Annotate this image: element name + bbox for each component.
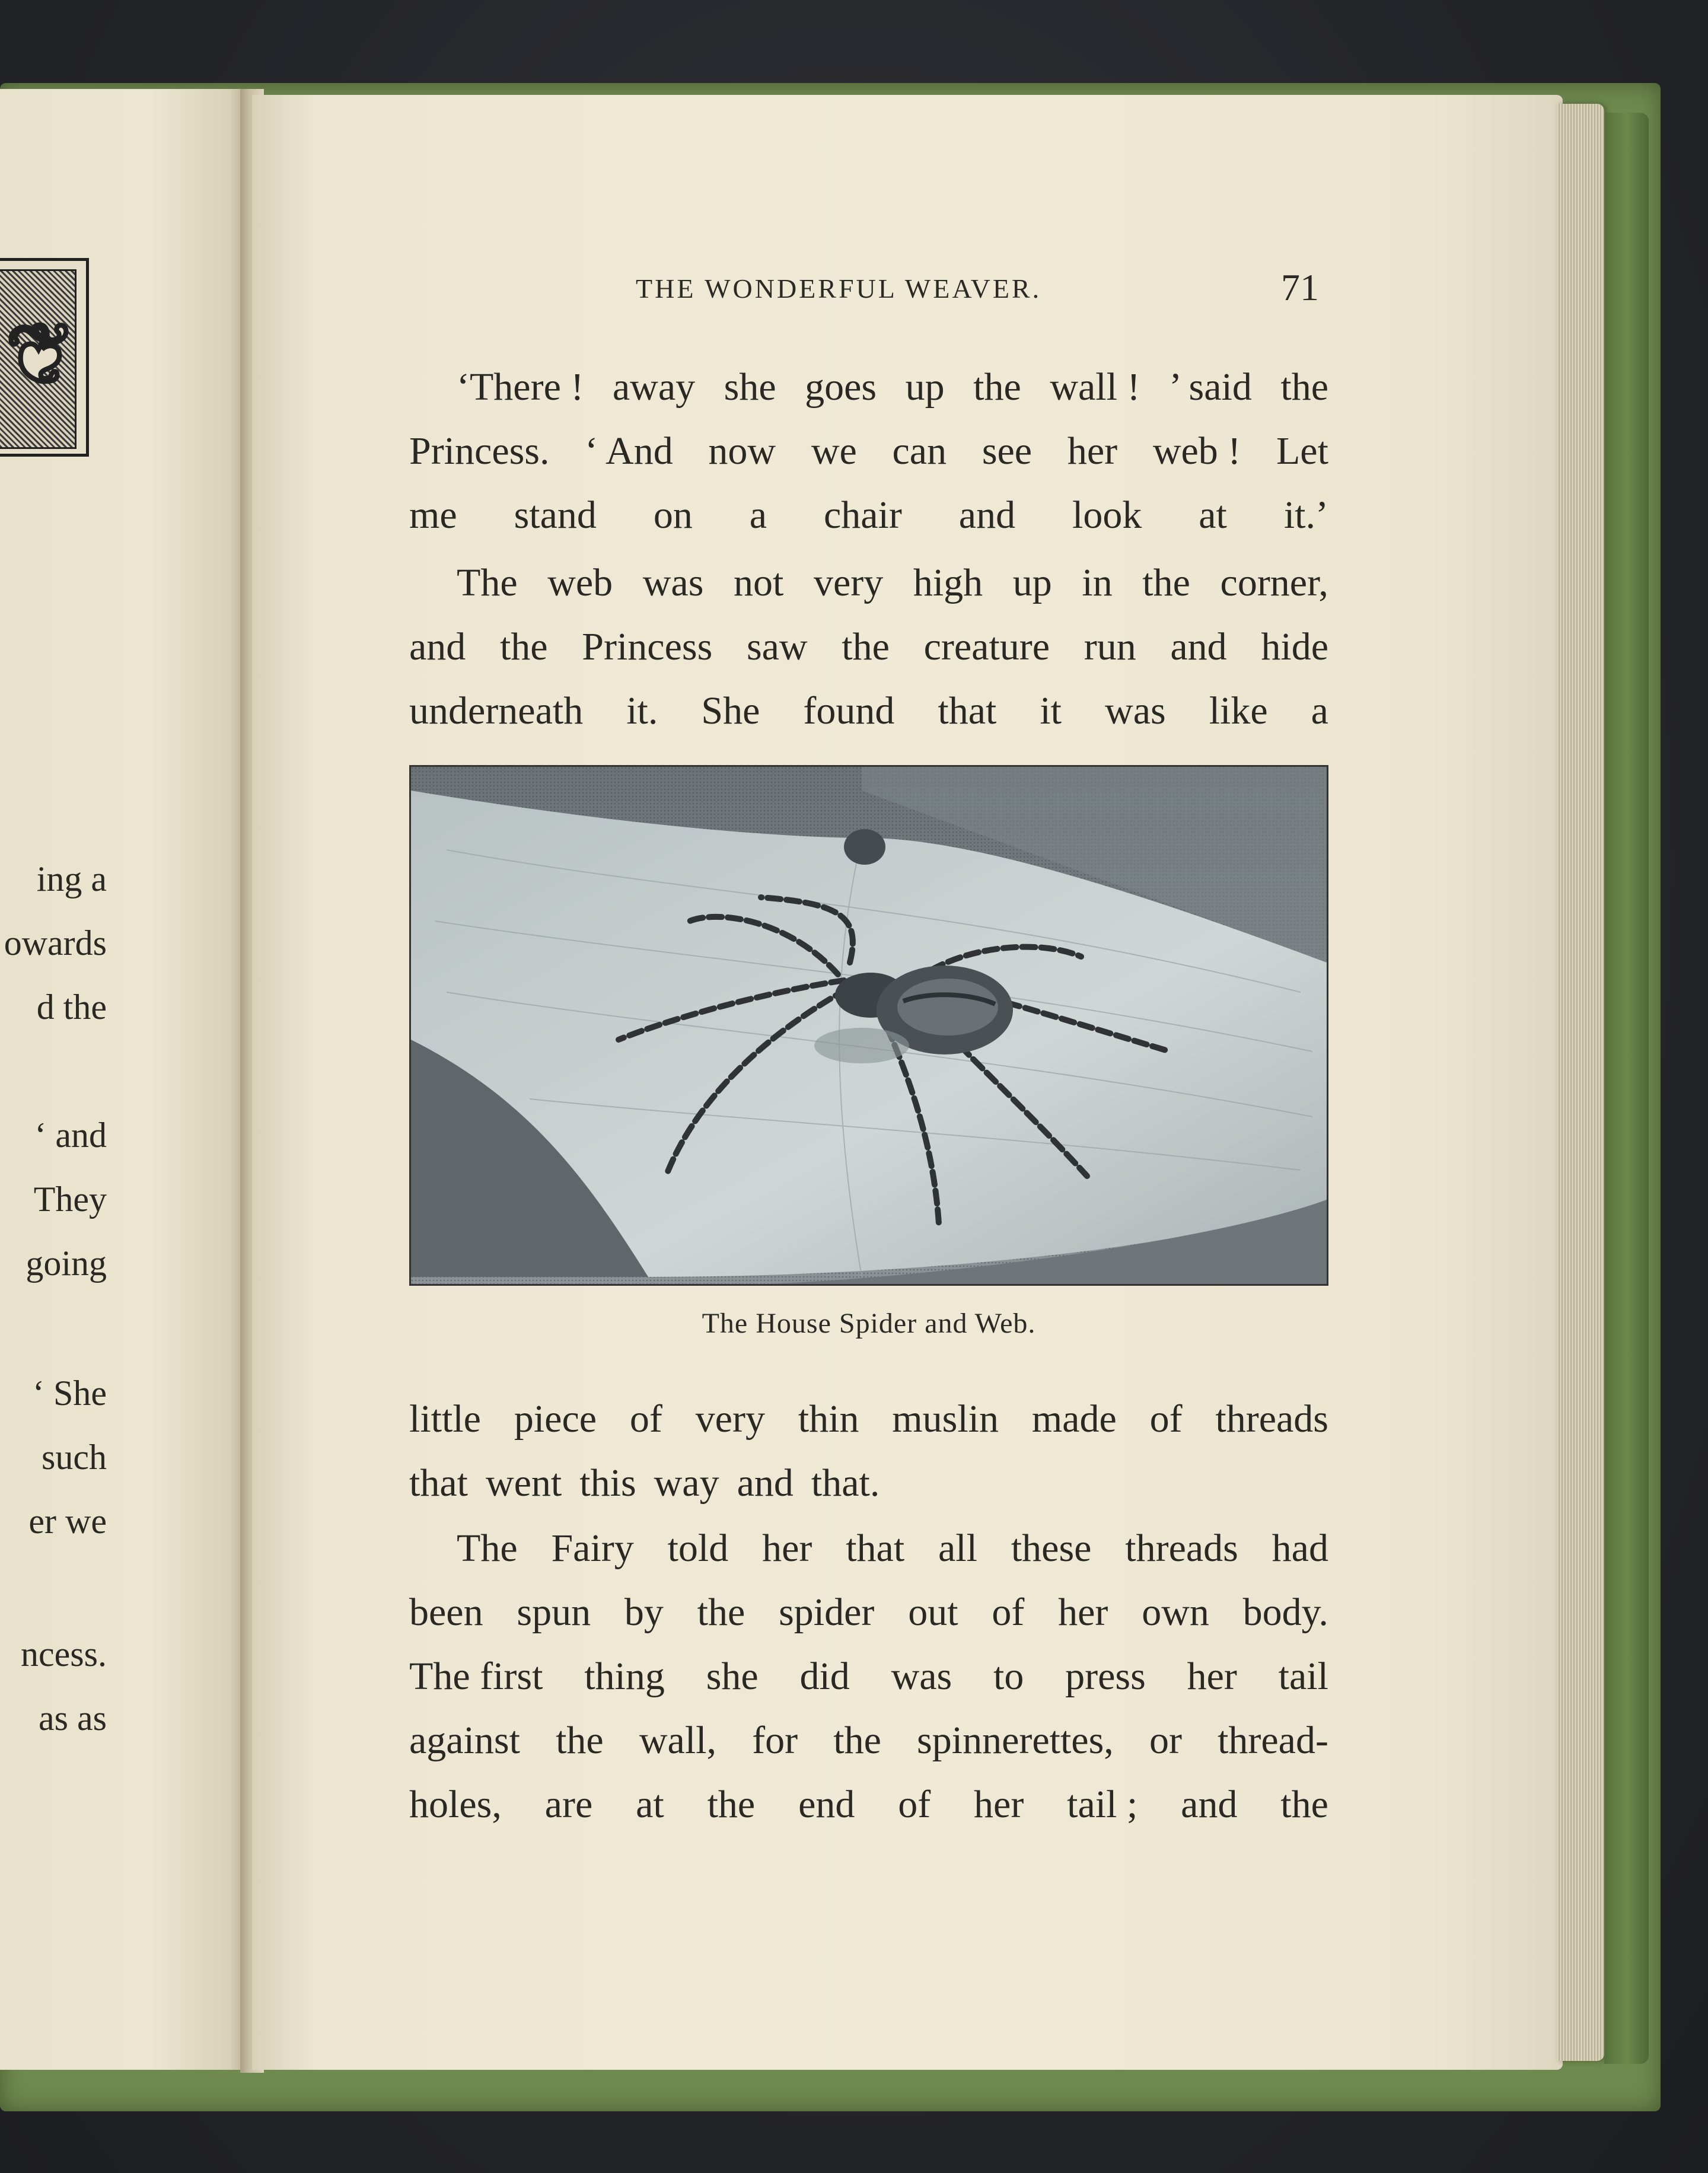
word: Princess — [582, 625, 713, 668]
text-line — [409, 1397, 1328, 1441]
text-line — [409, 689, 1328, 732]
word: the — [973, 365, 1021, 409]
word: a — [1311, 689, 1328, 732]
word: or — [1149, 1719, 1182, 1762]
word: the — [1142, 561, 1190, 604]
word: The first — [409, 1655, 543, 1698]
word: went — [485, 1461, 562, 1505]
figure-caption: The House Spider and Web. — [702, 1308, 1036, 1339]
word: web ! — [1152, 429, 1241, 473]
word: up — [905, 365, 945, 409]
word: own — [1142, 1591, 1209, 1634]
word: of — [629, 1397, 662, 1441]
word: her — [762, 1527, 812, 1570]
word: see — [982, 429, 1033, 473]
text-line — [409, 429, 1328, 473]
word: goes — [805, 365, 877, 409]
word: her — [974, 1783, 1024, 1826]
word: Let — [1276, 429, 1328, 473]
word: made — [1031, 1397, 1117, 1441]
word: thing — [584, 1655, 665, 1698]
word: wall ! — [1050, 365, 1140, 409]
left-fragment: ‘ and — [34, 1116, 107, 1155]
word: hide — [1261, 625, 1328, 668]
word: are — [544, 1783, 593, 1826]
word: threads — [1125, 1527, 1238, 1570]
word: corner, — [1220, 561, 1328, 604]
word: against — [409, 1719, 520, 1762]
word: told — [667, 1527, 729, 1570]
word: it.’ — [1283, 493, 1328, 537]
word: She — [701, 689, 760, 732]
word: was — [642, 561, 704, 604]
text-line — [409, 627, 1328, 667]
word: The — [457, 1527, 518, 1570]
left-fragment: ‘ She — [33, 1374, 107, 1413]
word: wall, — [639, 1719, 717, 1762]
word: ‘There ! — [457, 365, 584, 409]
word: and — [737, 1461, 794, 1505]
word: that — [409, 1461, 468, 1505]
word: very — [813, 561, 884, 604]
word: me — [409, 493, 457, 537]
text-line — [457, 365, 1328, 409]
word: at — [1199, 493, 1227, 537]
text-line — [409, 1657, 1328, 1696]
word: this — [579, 1461, 636, 1505]
word: web — [547, 561, 613, 604]
left-fragment: owards — [4, 923, 107, 963]
word: stand — [514, 493, 597, 537]
word: at — [636, 1783, 664, 1826]
word: thin — [798, 1397, 859, 1441]
word: threads — [1215, 1397, 1328, 1441]
book-spine — [1604, 113, 1649, 2064]
word: The — [457, 561, 518, 604]
text-line — [457, 563, 1328, 603]
word: by — [624, 1591, 664, 1634]
word: she — [706, 1655, 759, 1698]
word: end — [798, 1783, 855, 1826]
word: body. — [1242, 1591, 1328, 1634]
word: it — [1040, 689, 1062, 732]
word: thread- — [1218, 1719, 1328, 1762]
word: been — [409, 1591, 483, 1634]
left-fragment: such — [42, 1438, 107, 1477]
word: the — [842, 625, 890, 668]
word: little — [409, 1397, 481, 1441]
text-line — [409, 1593, 1328, 1632]
left-fragment: d the — [36, 987, 107, 1027]
word: of — [1149, 1397, 1183, 1441]
word: underneath — [409, 689, 584, 732]
word: the — [1280, 365, 1328, 409]
word: it. — [626, 689, 658, 732]
word: to — [993, 1655, 1024, 1698]
left-fragment: ncess. — [21, 1634, 107, 1674]
word: creature — [923, 625, 1050, 668]
text-line — [409, 493, 1328, 537]
word: saw — [746, 625, 808, 668]
word: way — [654, 1461, 719, 1505]
word: all — [938, 1527, 977, 1570]
word: that — [938, 689, 997, 732]
word: ’ said — [1168, 365, 1252, 409]
text-line — [409, 1461, 1328, 1505]
word: now — [708, 429, 776, 473]
word: that. — [811, 1461, 880, 1505]
text-line — [409, 1785, 1328, 1824]
word: can — [892, 429, 947, 473]
word: chair — [823, 493, 902, 537]
word: of — [992, 1591, 1025, 1634]
word: the — [556, 1719, 604, 1762]
page-number: 71 — [1281, 266, 1319, 308]
left-fragment: They — [33, 1180, 107, 1219]
word: and — [958, 493, 1016, 537]
word: did — [799, 1655, 850, 1698]
left-fragment: er we — [28, 1502, 107, 1541]
word: of — [898, 1783, 931, 1826]
spider-illustration — [409, 765, 1328, 1286]
text-line — [409, 1721, 1328, 1760]
word: Princess. — [409, 429, 550, 473]
word: away — [612, 365, 696, 409]
spider-web-engraving — [411, 767, 1327, 1284]
word: not — [734, 561, 784, 604]
word: spun — [517, 1591, 591, 1634]
word: spider — [779, 1591, 875, 1634]
word: these — [1011, 1527, 1092, 1570]
word: and — [409, 625, 466, 668]
running-header: THE WONDERFUL WEAVER. — [636, 273, 1042, 304]
word: that — [846, 1527, 905, 1570]
left-fragment: going — [26, 1244, 107, 1283]
page-edges — [1557, 104, 1604, 2061]
word: and — [1181, 1783, 1238, 1826]
word: tail — [1278, 1655, 1328, 1698]
word: her — [1187, 1655, 1237, 1698]
word: a — [749, 493, 767, 537]
left-fragment: as as — [39, 1699, 107, 1738]
word: we — [811, 429, 857, 473]
word: look — [1072, 493, 1142, 537]
word: the — [833, 1719, 881, 1762]
word: was — [891, 1655, 952, 1698]
word: up — [1012, 561, 1052, 604]
word: for — [752, 1719, 798, 1762]
word: her — [1067, 429, 1118, 473]
word: tail ; — [1067, 1783, 1138, 1826]
word: out — [908, 1591, 958, 1634]
ornament-flourish-icon: ❦ — [6, 310, 76, 402]
word: piece — [514, 1397, 597, 1441]
word: on — [653, 493, 693, 537]
word: holes, — [409, 1783, 502, 1826]
word: the — [697, 1591, 745, 1634]
decorative-initial-ornament — [0, 258, 89, 457]
text-line — [457, 1529, 1328, 1568]
word: the — [707, 1783, 756, 1826]
left-fragment: ing a — [36, 859, 107, 898]
word: had — [1272, 1527, 1328, 1570]
word: high — [913, 561, 983, 604]
word: very — [695, 1397, 765, 1441]
word: in — [1082, 561, 1113, 604]
word: found — [803, 689, 895, 732]
word: press — [1065, 1655, 1146, 1698]
word: muslin — [892, 1397, 999, 1441]
word: was — [1105, 689, 1166, 732]
word: run — [1084, 625, 1136, 668]
word: her — [1058, 1591, 1108, 1634]
word: like — [1209, 689, 1268, 732]
word: spinnerettes, — [917, 1719, 1114, 1762]
word: the — [1280, 1783, 1328, 1826]
word: the — [499, 625, 548, 668]
word: she — [724, 365, 776, 409]
word: ‘ And — [585, 429, 673, 473]
word: Fairy — [551, 1527, 634, 1570]
word: and — [1170, 625, 1227, 668]
